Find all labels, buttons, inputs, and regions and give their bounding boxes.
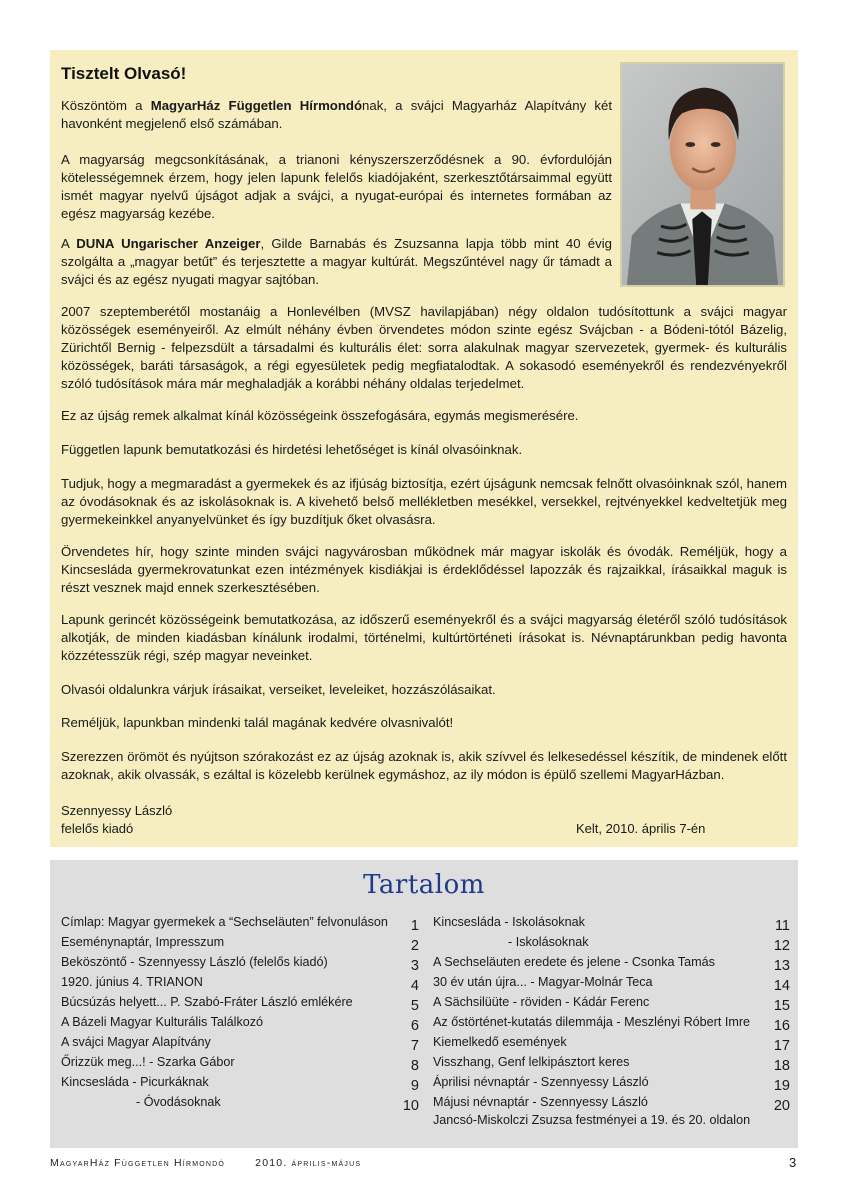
- letter-paragraph-4: 2007 szeptemberétől mostanáig a Honlevélben (MVSZ havilapjában) négy oldalon tudósítottunk a svájci magyar közösségek eseményeiről. Az elmúlt néhány évben örvendetes módon szinte egész Svájcban - a Bódeni-tótól Bázelig, Zürichtől Bernig - felpezsdült a társadalmi és kulturális élet: sorra alakulnak magyar szervezetek, gyermek- és kulturális közösségek, baráti társaságok, a régi egyesületek pedig megfiatalodtak. A sokasodó eseményekről és rendezvényekről szóló tudósítások mára már meghaladják a korábbi néhány oldalas terjedelmet.: [61, 304, 787, 391]
- footer-issue: 2010. április-május: [255, 1157, 362, 1169]
- letter-paragraph-1: Köszöntöm a MagyarHáz Független Hírmondónak, a svájci Magyarház Alapítvány két havonként megjelenő első számában.: [61, 98, 612, 131]
- toc-item[interactable]: 1920. június 4. TRIANON 4: [61, 975, 419, 994]
- toc-left-column: [61, 912, 419, 1112]
- toc-page-number: 6: [410, 1018, 419, 1034]
- toc-page-number: 16: [773, 1018, 790, 1034]
- letter-paragraph-10: Olvasói oldalunkra várjuk írásaikat, verseiket, leveleiket, hozzászólásaikat.: [61, 682, 496, 697]
- toc-page-number: 14: [773, 978, 790, 994]
- toc-page-number: 13: [773, 958, 790, 974]
- signature-role: felelős kiadó: [61, 821, 134, 836]
- letter-paragraph-5: Ez az újság remek alkalmat kínál közösségeink összefogására, egymás megismerésére.: [61, 408, 579, 423]
- toc-item[interactable]: - Iskolásoknak 12: [508, 935, 790, 954]
- toc-page-number: 3: [410, 958, 419, 974]
- toc-item[interactable]: 30 év után újra... - Magyar-Molnár Teca 14: [433, 975, 790, 994]
- toc-item[interactable]: Visszhang, Genf lelkipásztort keres 18: [433, 1055, 790, 1074]
- table-of-contents: [50, 860, 798, 1148]
- editor-portrait-image: [622, 64, 783, 285]
- page-footer: [50, 1157, 361, 1169]
- toc-item[interactable]: Címlap: Magyar gyermekek a “Sechseläuten” felvonuláson 1: [61, 915, 419, 934]
- signature-block: [61, 802, 172, 838]
- page-number: 3: [789, 1155, 797, 1170]
- toc-item[interactable]: Kiemelkedő események 17: [433, 1035, 790, 1054]
- letter-paragraph-9: Lapunk gerincét közösségeink bemutatkozása, az időszerű eseményekről és a svájci magyarság életéről szóló tudósítások alkotják, de minden kiadásban kínálunk irodalmi, történelmi, kultúrtörténeti írásokat is. Névnaptárunkban pedig havonta közzétesszük régi, szép magyar neveinket.: [61, 612, 787, 663]
- letter-paragraph-7: Tudjuk, hogy a megmaradást a gyermekek és az ifjúság biztosítja, ezért újságunk nemcsak felnőtt olvasóinknak szól, hanem az óvodásoknak és az iskolásoknak is. A kivehető belső mellékletben mesékkel, versekkel, rejtvényekkel kedveltetjük meg gyermekeinkkel anyanyelvünket és így buzdítjuk őket olvasásra.: [61, 476, 787, 527]
- toc-item[interactable]: Búcsúzás helyett... P. Szabó-Fráter László emlékére 5: [61, 995, 419, 1014]
- footer-publication: MagyarHáz Független Hírmondó: [50, 1157, 226, 1169]
- editor-portrait-photo: [620, 62, 785, 287]
- toc-right-column: [433, 912, 790, 1112]
- toc-page-number: 15: [773, 998, 790, 1014]
- letter-paragraph-12: Szerezzen örömöt és nyújtson szórakozást ez az újság azoknak is, akik szívvel és lelkesedéssel készítik, de mindenek előtt azoknak, akik olvassák, s ezáltal is közelebb kerülnek egymáshoz, az ily módon is épülő szellemi MagyarHázban.: [61, 749, 787, 782]
- toc-item[interactable]: A svájci Magyar Alapítvány 7: [61, 1035, 419, 1054]
- toc-page-number: 1: [410, 918, 419, 934]
- letter-paragraph-6: Független lapunk bemutatkozási és hirdetési lehetőséget is kínál olvasóinknak.: [61, 442, 523, 457]
- toc-page-number: 18: [773, 1058, 790, 1074]
- toc-page-number: 11: [774, 918, 790, 934]
- letter-date: Kelt, 2010. április 7-én: [576, 821, 706, 836]
- toc-page-number: 5: [410, 998, 419, 1014]
- toc-item[interactable]: Eseménynaptár, Impresszum 2: [61, 935, 419, 954]
- toc-item[interactable]: Kincsesláda - Picurkáknak 9: [61, 1075, 419, 1094]
- letter-paragraph-8: Örvendetes hír, hogy szinte minden svájci nagyvárosban működnek már magyar iskolák és óvodák. Reméljük, hogy a Kincsesláda gyermekrovatunkat ezen intézmények kisdiákjai is érdeklődéssel lapozzák és rajzaikkal, írásaikkal maguk is részt vesznek majd ennek szerkesztésében.: [61, 544, 787, 595]
- toc-item[interactable]: A Bázeli Magyar Kulturális Találkozó 6: [61, 1015, 419, 1034]
- toc-page-number: 17: [773, 1038, 790, 1054]
- toc-page-number: 9: [410, 1078, 419, 1094]
- toc-page-number: 2: [410, 938, 419, 954]
- toc-page-number: 8: [410, 1058, 419, 1074]
- toc-item[interactable]: Őrizzük meg...! - Szarka Gábor 8: [61, 1055, 419, 1074]
- letter-paragraph-11: Reméljük, lapunkban mindenki talál magának kedvére olvasnivalót!: [61, 715, 454, 730]
- toc-item[interactable]: Beköszöntő - Szennyessy László (felelős kiadó) 3: [61, 955, 419, 974]
- toc-item[interactable]: A Sechseläuten eredete és jelene - Csonka Tamás 13: [433, 955, 790, 974]
- toc-note: Jancsó-Miskolczi Zsuzsa festményei a 19. és 20. oldalon: [433, 1113, 751, 1127]
- toc-title: Tartalom: [363, 870, 485, 900]
- signature-name: Szennyessy László: [61, 803, 173, 818]
- toc-item[interactable]: Májusi névnaptár - Szennyessy László 20: [433, 1095, 790, 1114]
- toc-page-number: 12: [773, 938, 790, 954]
- toc-page-number: 20: [773, 1098, 790, 1114]
- letter-paragraph-3: A DUNA Ungarischer Anzeiger, Gilde Barnabás és Zsuzsanna lapja több mint 40 évig szolgálta a „magyar betűt” és terjesztette a magyar kultúrát. Megszűntével nagy űr támadt a svájci és az egész nyugati magyar sajtóban.: [61, 236, 612, 287]
- toc-item[interactable]: - Óvodásoknak 10: [136, 1095, 419, 1114]
- toc-item[interactable]: Az őstörténet-kutatás dilemmája - Meszlényi Róbert Imre 16: [433, 1015, 790, 1034]
- toc-item[interactable]: A Sächsilüüte - röviden - Kádár Ferenc 15: [433, 995, 790, 1014]
- toc-page-number: 7: [410, 1038, 419, 1054]
- publication-name: MagyarHáz Független Hírmondó: [150, 98, 363, 113]
- toc-page-number: 19: [773, 1078, 790, 1094]
- editorial-letter-box: [50, 50, 798, 847]
- toc-page-number: 10: [402, 1098, 419, 1114]
- letter-paragraph-2: A magyarság megcsonkításának, a trianoni kényszerszerződésnek a 90. évfordulóján kötelességemnek érzem, hogy jelen lapunk felelős kiadójaként, szerkesztőtársaimmal együtt ismét magyar nyelvű újságot adjak a svájci, a nyugat-európai és internetes formában az egész magyarság kezébe.: [61, 152, 612, 221]
- toc-item[interactable]: Áprilisi névnaptár - Szennyessy László 19: [433, 1075, 790, 1094]
- duna-publication-name: DUNA Ungarischer Anzeiger: [76, 236, 261, 251]
- toc-page-number: 4: [410, 978, 419, 994]
- letter-title: Tisztelt Olvasó!: [61, 64, 187, 83]
- toc-item[interactable]: Kincsesláda - Iskolásoknak 11: [433, 915, 790, 934]
